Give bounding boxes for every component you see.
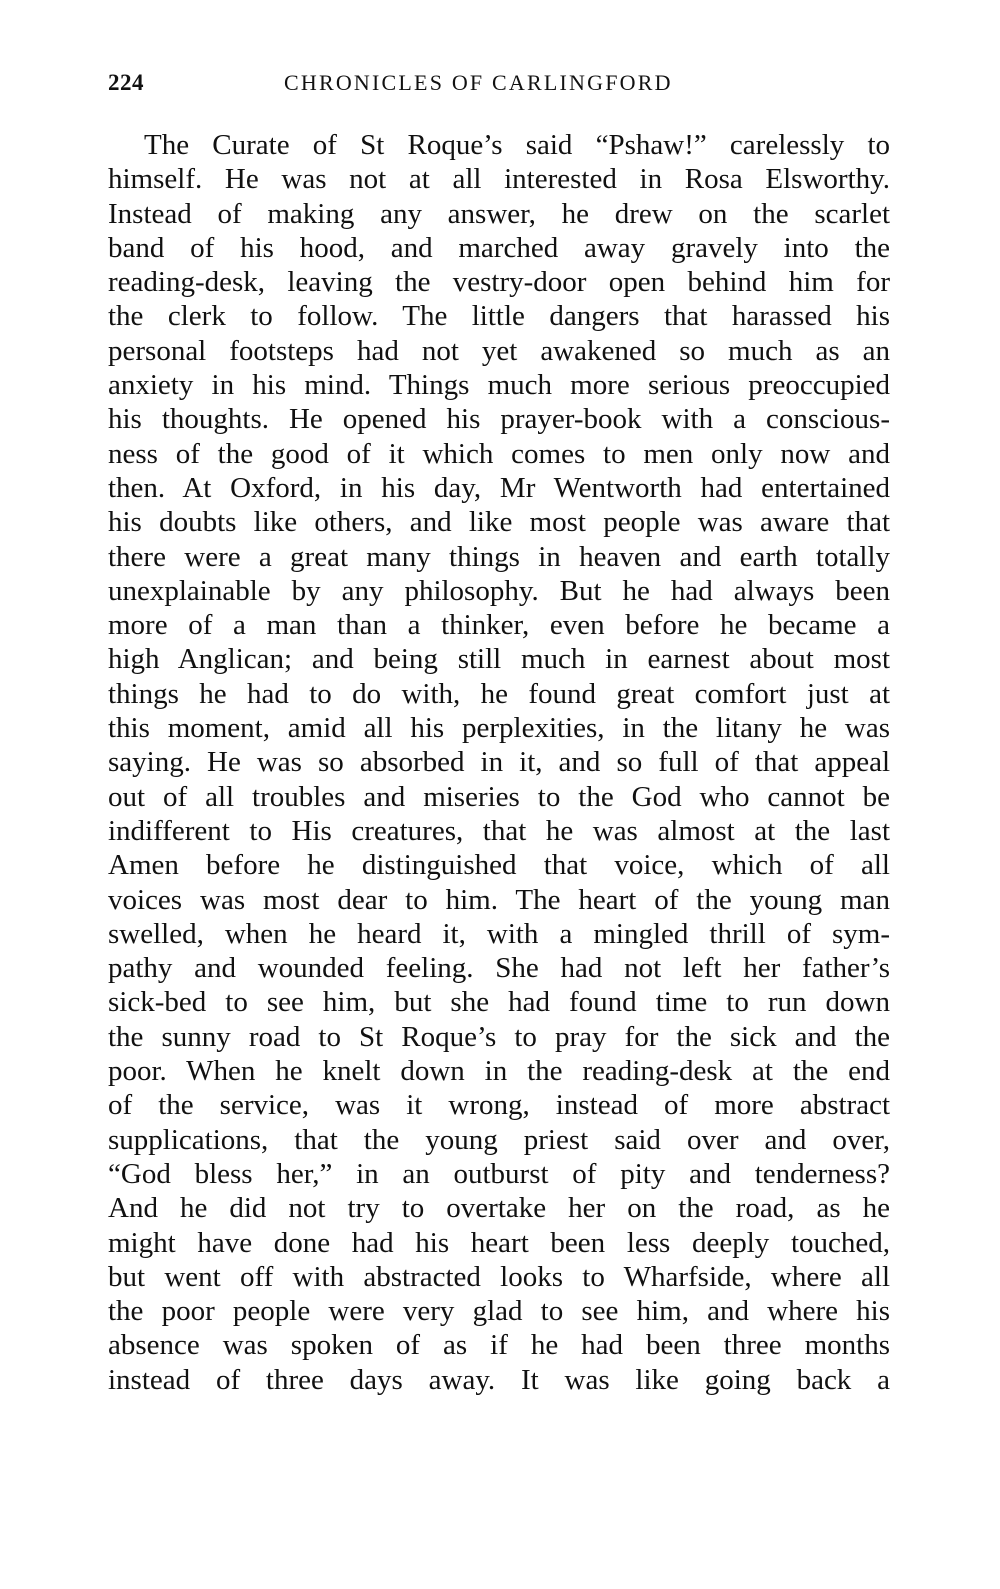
- text-line: more of a man than a thinker, even before he became a: [108, 609, 890, 642]
- text-line: then. At Oxford, in his day, Mr Wentworth had entertained: [108, 471, 890, 504]
- text-line: swelled, when he heard it, with a mingled thrill of sym-: [108, 917, 890, 950]
- text-line: pathy and wounded feeling. She had not left her father’s: [108, 952, 890, 985]
- text-line: this moment, amid all his perplexities, in the litany he was: [108, 712, 890, 745]
- body-text: [108, 128, 890, 1397]
- text-line: high Anglican; and being still much in earnest about most: [108, 643, 890, 676]
- running-title: CHRONICLES OF CARLINGFORD: [284, 70, 673, 95]
- text-line: might have done had his heart been less deeply touched,: [108, 1226, 890, 1259]
- running-head: [108, 70, 890, 100]
- text-line: anxiety in his mind. Things much more serious preoccupied: [108, 369, 890, 402]
- text-line: himself. He was not at all interested in Rosa Elsworthy.: [108, 163, 890, 196]
- text-line: unexplainable by any philosophy. But he had always been: [108, 574, 890, 607]
- text-line: the clerk to follow. The little dangers that harassed his: [108, 300, 890, 333]
- text-line: his doubts like others, and like most people was aware that: [108, 506, 890, 539]
- text-line: out of all troubles and miseries to the God who cannot be: [108, 780, 890, 813]
- text-line: personal footsteps had not yet awakened so much as an: [108, 334, 890, 367]
- text-line: saying. He was so absorbed in it, and so full of that appeal: [108, 746, 890, 779]
- text-line: poor. When he knelt down in the reading-desk at the end: [108, 1055, 890, 1088]
- text-line: reading-desk, leaving the vestry-door open behind him for: [108, 266, 890, 299]
- text-line: Instead of making any answer, he drew on the scarlet: [108, 197, 890, 230]
- text-line: ness of the good of it which comes to men only now and: [108, 437, 890, 470]
- text-line: the poor people were very glad to see him, and where his: [108, 1295, 890, 1328]
- text-line: things he had to do with, he found great comfort just at: [108, 677, 890, 710]
- text-line: voices was most dear to him. The heart of the young man: [108, 883, 890, 916]
- text-line: Amen before he distinguished that voice, which of all: [108, 849, 890, 882]
- text-line: instead of three days away. It was like going back a: [108, 1363, 890, 1396]
- text-line: The Curate of St Roque’s said “Pshaw!” carelessly to: [144, 129, 890, 161]
- text-line: “God bless her,” in an outburst of pity and tenderness?: [108, 1157, 890, 1190]
- text-line: sick-bed to see him, but she had found time to run down: [108, 986, 890, 1019]
- text-line: there were a great many things in heaven and earth totally: [108, 540, 890, 573]
- text-line: absence was spoken of as if he had been three months: [108, 1329, 890, 1362]
- text-line: band of his hood, and marched away gravely into the: [108, 231, 890, 264]
- text-line: but went off with abstracted looks to Wharfside, where all: [108, 1260, 890, 1293]
- text-line: his thoughts. He opened his prayer-book with a conscious-: [108, 403, 890, 436]
- text-line: of the service, was it wrong, instead of more abstract: [108, 1089, 890, 1122]
- text-line: supplications, that the young priest said over and over,: [108, 1123, 890, 1156]
- text-line: the sunny road to St Roque’s to pray for the sick and the: [108, 1020, 890, 1053]
- page-number: 224: [108, 70, 144, 95]
- text-line: indifferent to His creatures, that he was almost at the last: [108, 814, 890, 847]
- text-line: And he did not try to overtake her on the road, as he: [108, 1192, 890, 1225]
